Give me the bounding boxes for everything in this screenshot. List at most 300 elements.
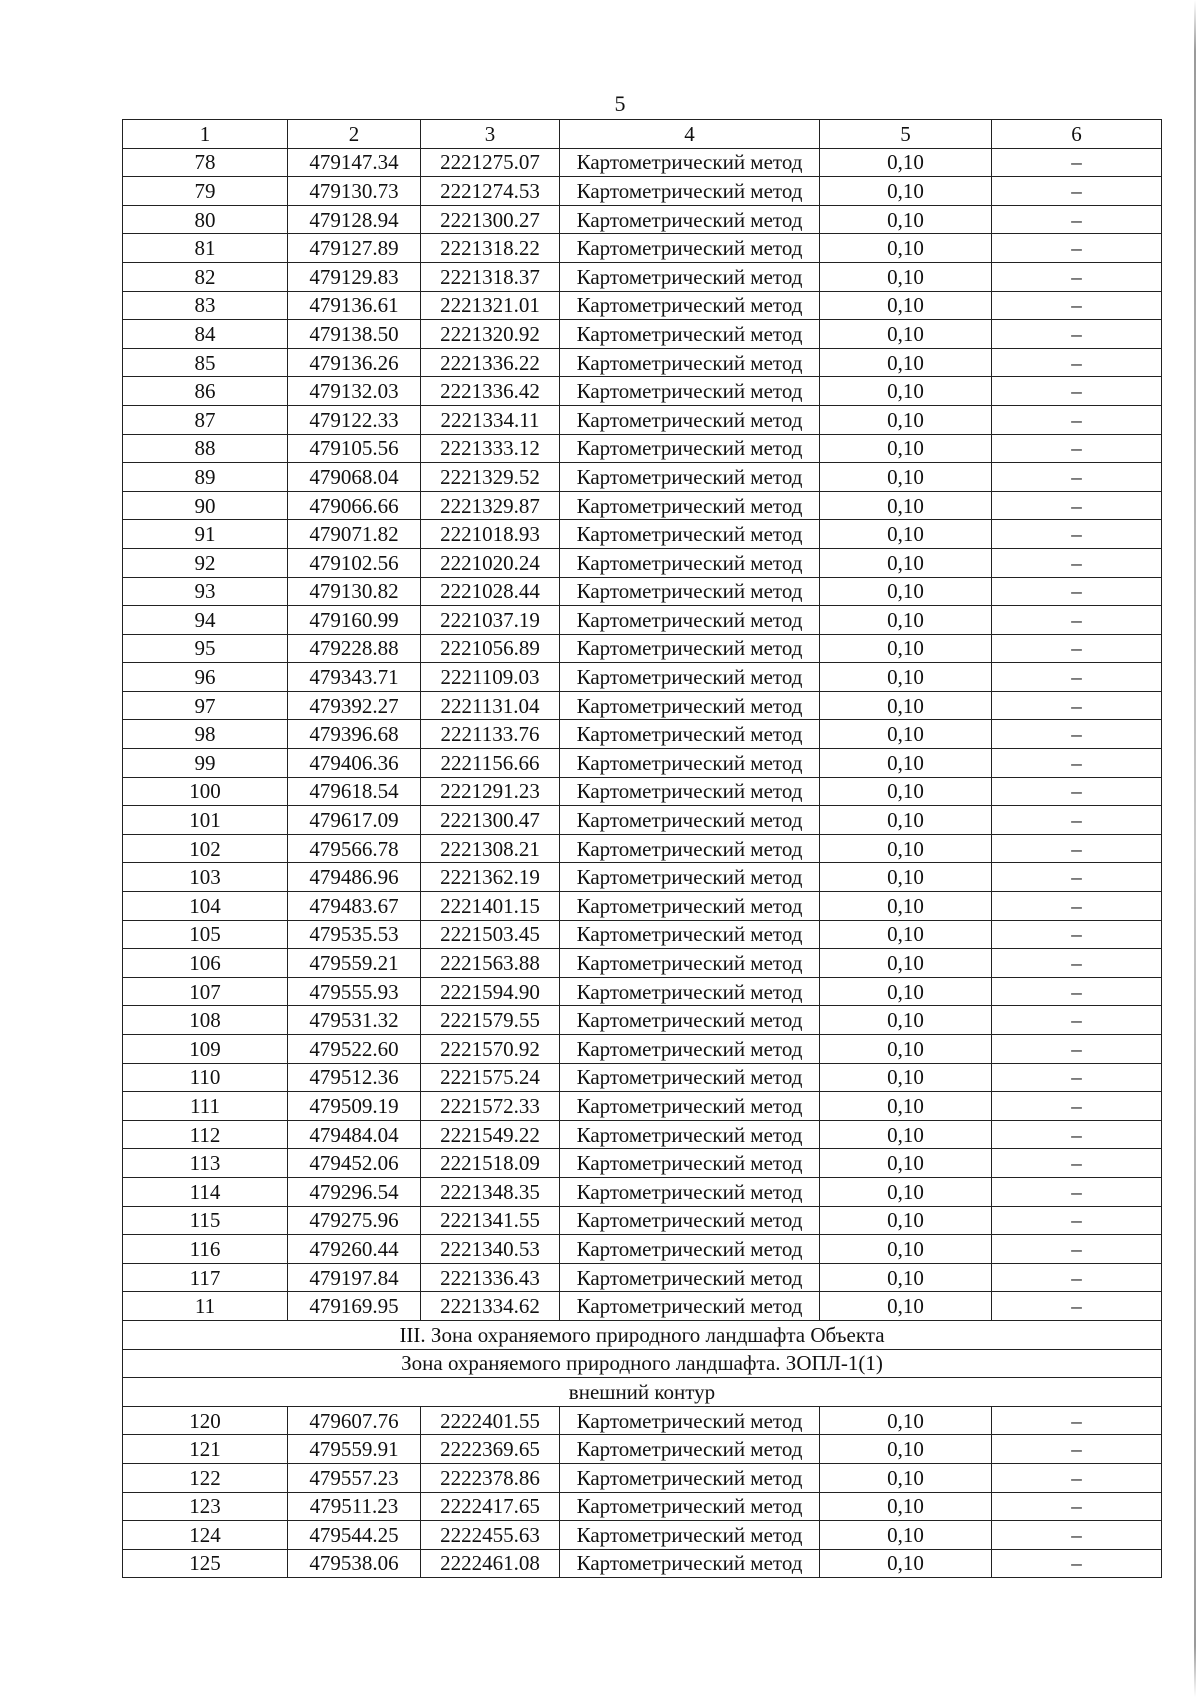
table-row: [123, 348, 1162, 377]
note-cell: –: [992, 1549, 1162, 1578]
point-number-cell: 125: [123, 1549, 288, 1578]
table-row: [123, 1463, 1162, 1492]
y-coordinate-cell: 2221131.04: [421, 691, 560, 720]
accuracy-cell: 0,10: [820, 320, 992, 349]
note-cell: –: [992, 262, 1162, 291]
y-coordinate-cell: 2221133.76: [421, 720, 560, 749]
accuracy-cell: 0,10: [820, 1292, 992, 1321]
point-number-cell: 93: [123, 577, 288, 606]
point-number-cell: 78: [123, 148, 288, 177]
x-coordinate-cell: 479127.89: [288, 234, 421, 263]
note-cell: –: [992, 1263, 1162, 1292]
note-cell: –: [992, 634, 1162, 663]
x-coordinate-cell: 479275.96: [288, 1206, 421, 1235]
method-cell: Картометрический метод: [560, 720, 820, 749]
y-coordinate-cell: 2221336.43: [421, 1263, 560, 1292]
accuracy-cell: 0,10: [820, 1120, 992, 1149]
point-number-cell: 81: [123, 234, 288, 263]
method-cell: Картометрический метод: [560, 806, 820, 835]
table-row: [123, 520, 1162, 549]
method-cell: Картометрический метод: [560, 691, 820, 720]
note-cell: –: [992, 863, 1162, 892]
method-cell: Картометрический метод: [560, 606, 820, 635]
point-number-cell: 101: [123, 806, 288, 835]
point-number-cell: 108: [123, 1006, 288, 1035]
accuracy-cell: 0,10: [820, 1035, 992, 1064]
scan-edge-line: [1194, 0, 1196, 1697]
accuracy-cell: 0,10: [820, 834, 992, 863]
note-cell: –: [992, 520, 1162, 549]
method-cell: Картометрический метод: [560, 1149, 820, 1178]
accuracy-cell: 0,10: [820, 606, 992, 635]
accuracy-cell: 0,10: [820, 634, 992, 663]
y-coordinate-cell: 2221308.21: [421, 834, 560, 863]
y-coordinate-cell: 2221037.19: [421, 606, 560, 635]
accuracy-cell: 5: [820, 120, 992, 149]
accuracy-cell: 0,10: [820, 1463, 992, 1492]
method-cell: Картометрический метод: [560, 1263, 820, 1292]
accuracy-cell: 0,10: [820, 1235, 992, 1264]
y-coordinate-cell: 2221291.23: [421, 777, 560, 806]
x-coordinate-cell: 479130.73: [288, 177, 421, 206]
y-coordinate-cell: 2221348.35: [421, 1177, 560, 1206]
table-row: [123, 606, 1162, 635]
table-row: [123, 1063, 1162, 1092]
table-row: [123, 320, 1162, 349]
x-coordinate-cell: 479296.54: [288, 1177, 421, 1206]
point-number-cell: 94: [123, 606, 288, 635]
point-number-cell: 109: [123, 1035, 288, 1064]
note-cell: –: [992, 834, 1162, 863]
x-coordinate-cell: 479128.94: [288, 205, 421, 234]
accuracy-cell: 0,10: [820, 377, 992, 406]
point-number-cell: 88: [123, 434, 288, 463]
note-cell: –: [992, 1177, 1162, 1206]
x-coordinate-cell: 479228.88: [288, 634, 421, 663]
note-cell: –: [992, 920, 1162, 949]
accuracy-cell: 0,10: [820, 463, 992, 492]
point-number-cell: 104: [123, 892, 288, 921]
x-coordinate-cell: 479197.84: [288, 1263, 421, 1292]
table-row: [123, 1406, 1162, 1435]
accuracy-cell: 0,10: [820, 691, 992, 720]
table-row: [123, 291, 1162, 320]
page-number: 5: [614, 91, 626, 116]
table-row: [123, 806, 1162, 835]
table-row: [123, 548, 1162, 577]
section-row: [123, 1378, 1162, 1407]
table-row: [123, 749, 1162, 778]
x-coordinate-cell: 2: [288, 120, 421, 149]
accuracy-cell: 0,10: [820, 491, 992, 520]
y-coordinate-cell: 2221572.33: [421, 1092, 560, 1121]
y-coordinate-cell: 2221563.88: [421, 949, 560, 978]
method-cell: Картометрический метод: [560, 777, 820, 806]
point-number-cell: 105: [123, 920, 288, 949]
y-coordinate-cell: 2221570.92: [421, 1035, 560, 1064]
method-cell: Картометрический метод: [560, 434, 820, 463]
note-cell: –: [992, 377, 1162, 406]
y-coordinate-cell: 3: [421, 120, 560, 149]
x-coordinate-cell: 479122.33: [288, 405, 421, 434]
accuracy-cell: 0,10: [820, 1177, 992, 1206]
x-coordinate-cell: 479071.82: [288, 520, 421, 549]
method-cell: Картометрический метод: [560, 1406, 820, 1435]
note-cell: –: [992, 291, 1162, 320]
point-number-cell: 87: [123, 405, 288, 434]
point-number-cell: 82: [123, 262, 288, 291]
note-cell: –: [992, 463, 1162, 492]
y-coordinate-cell: 2221341.55: [421, 1206, 560, 1235]
table-row: [123, 892, 1162, 921]
y-coordinate-cell: 2221334.62: [421, 1292, 560, 1321]
x-coordinate-cell: 479452.06: [288, 1149, 421, 1178]
accuracy-cell: 0,10: [820, 663, 992, 692]
x-coordinate-cell: 479544.25: [288, 1521, 421, 1550]
section-title: III. Зона охраняемого природного ландшафта Объекта: [123, 1320, 1162, 1349]
point-number-cell: 100: [123, 777, 288, 806]
table-row: [123, 205, 1162, 234]
point-number-cell: 123: [123, 1492, 288, 1521]
note-cell: –: [992, 1035, 1162, 1064]
note-cell: –: [992, 1406, 1162, 1435]
accuracy-cell: 0,10: [820, 1006, 992, 1035]
x-coordinate-cell: 479343.71: [288, 663, 421, 692]
x-coordinate-cell: 479531.32: [288, 1006, 421, 1035]
y-coordinate-cell: 2222461.08: [421, 1549, 560, 1578]
table-row: [123, 148, 1162, 177]
accuracy-cell: 0,10: [820, 1435, 992, 1464]
point-number-cell: 86: [123, 377, 288, 406]
method-cell: Картометрический метод: [560, 863, 820, 892]
method-cell: Картометрический метод: [560, 1035, 820, 1064]
method-cell: 4: [560, 120, 820, 149]
table-row: [123, 177, 1162, 206]
method-cell: Картометрический метод: [560, 949, 820, 978]
method-cell: Картометрический метод: [560, 405, 820, 434]
method-cell: Картометрический метод: [560, 634, 820, 663]
x-coordinate-cell: 479396.68: [288, 720, 421, 749]
x-coordinate-cell: 479105.56: [288, 434, 421, 463]
point-number-cell: 121: [123, 1435, 288, 1464]
table-row: [123, 405, 1162, 434]
x-coordinate-cell: 479066.66: [288, 491, 421, 520]
point-number-cell: 96: [123, 663, 288, 692]
accuracy-cell: 0,10: [820, 405, 992, 434]
method-cell: Картометрический метод: [560, 520, 820, 549]
note-cell: –: [992, 1463, 1162, 1492]
x-coordinate-cell: 479130.82: [288, 577, 421, 606]
accuracy-cell: 0,10: [820, 977, 992, 1006]
section-row: [123, 1320, 1162, 1349]
table-row: [123, 691, 1162, 720]
table-row: [123, 1263, 1162, 1292]
coordinates-table-body: [123, 120, 1162, 1578]
method-cell: Картометрический метод: [560, 1206, 820, 1235]
y-coordinate-cell: 2221518.09: [421, 1149, 560, 1178]
note-cell: –: [992, 1120, 1162, 1149]
note-cell: –: [992, 977, 1162, 1006]
note-cell: –: [992, 348, 1162, 377]
point-number-cell: 107: [123, 977, 288, 1006]
note-cell: –: [992, 205, 1162, 234]
y-coordinate-cell: 2221334.11: [421, 405, 560, 434]
note-cell: –: [992, 405, 1162, 434]
note-cell: –: [992, 806, 1162, 835]
note-cell: –: [992, 1149, 1162, 1178]
y-coordinate-cell: 2221020.24: [421, 548, 560, 577]
point-number-cell: 113: [123, 1149, 288, 1178]
x-coordinate-cell: 479406.36: [288, 749, 421, 778]
x-coordinate-cell: 479392.27: [288, 691, 421, 720]
accuracy-cell: 0,10: [820, 777, 992, 806]
table-row: [123, 634, 1162, 663]
table-row: [123, 1206, 1162, 1235]
note-cell: –: [992, 1435, 1162, 1464]
accuracy-cell: 0,10: [820, 1521, 992, 1550]
x-coordinate-cell: 479136.61: [288, 291, 421, 320]
table-row: [123, 434, 1162, 463]
y-coordinate-cell: 2222417.65: [421, 1492, 560, 1521]
method-cell: Картометрический метод: [560, 1006, 820, 1035]
x-coordinate-cell: 479618.54: [288, 777, 421, 806]
y-coordinate-cell: 2221320.92: [421, 320, 560, 349]
header-row: [123, 120, 1162, 149]
method-cell: Картометрический метод: [560, 463, 820, 492]
table-row: [123, 1292, 1162, 1321]
x-coordinate-cell: 479559.91: [288, 1435, 421, 1464]
x-coordinate-cell: 479068.04: [288, 463, 421, 492]
x-coordinate-cell: 479160.99: [288, 606, 421, 635]
note-cell: –: [992, 663, 1162, 692]
method-cell: Картометрический метод: [560, 1235, 820, 1264]
method-cell: Картометрический метод: [560, 491, 820, 520]
y-coordinate-cell: 2221275.07: [421, 148, 560, 177]
y-coordinate-cell: 2221333.12: [421, 434, 560, 463]
x-coordinate-cell: 479607.76: [288, 1406, 421, 1435]
accuracy-cell: 0,10: [820, 1063, 992, 1092]
point-number-cell: 89: [123, 463, 288, 492]
point-number-cell: 117: [123, 1263, 288, 1292]
accuracy-cell: 0,10: [820, 348, 992, 377]
table-row: [123, 1120, 1162, 1149]
x-coordinate-cell: 479557.23: [288, 1463, 421, 1492]
table-row: [123, 1092, 1162, 1121]
method-cell: Картометрический метод: [560, 1492, 820, 1521]
y-coordinate-cell: 2222369.65: [421, 1435, 560, 1464]
method-cell: Картометрический метод: [560, 749, 820, 778]
point-number-cell: 98: [123, 720, 288, 749]
x-coordinate-cell: 479511.23: [288, 1492, 421, 1521]
y-coordinate-cell: 2221329.52: [421, 463, 560, 492]
x-coordinate-cell: 479102.56: [288, 548, 421, 577]
y-coordinate-cell: 2221056.89: [421, 634, 560, 663]
section-title: внешний контур: [123, 1378, 1162, 1407]
table-row: [123, 1235, 1162, 1264]
method-cell: Картометрический метод: [560, 234, 820, 263]
accuracy-cell: 0,10: [820, 148, 992, 177]
method-cell: Картометрический метод: [560, 548, 820, 577]
accuracy-cell: 0,10: [820, 262, 992, 291]
table-row: [123, 577, 1162, 606]
y-coordinate-cell: 2221156.66: [421, 749, 560, 778]
y-coordinate-cell: 2221336.22: [421, 348, 560, 377]
accuracy-cell: 0,10: [820, 1206, 992, 1235]
point-number-cell: 99: [123, 749, 288, 778]
x-coordinate-cell: 479566.78: [288, 834, 421, 863]
y-coordinate-cell: 2221575.24: [421, 1063, 560, 1092]
coordinates-table: [122, 119, 1162, 1578]
note-cell: –: [992, 691, 1162, 720]
note-cell: –: [992, 1006, 1162, 1035]
x-coordinate-cell: 479260.44: [288, 1235, 421, 1264]
note-cell: –: [992, 234, 1162, 263]
point-number-cell: 92: [123, 548, 288, 577]
method-cell: Картометрический метод: [560, 262, 820, 291]
note-cell: –: [992, 1063, 1162, 1092]
x-coordinate-cell: 479555.93: [288, 977, 421, 1006]
method-cell: Картометрический метод: [560, 148, 820, 177]
point-number-cell: 110: [123, 1063, 288, 1092]
point-number-cell: 102: [123, 834, 288, 863]
accuracy-cell: 0,10: [820, 1149, 992, 1178]
table-row: [123, 262, 1162, 291]
accuracy-cell: 0,10: [820, 520, 992, 549]
method-cell: Картометрический метод: [560, 348, 820, 377]
note-cell: –: [992, 320, 1162, 349]
point-number-cell: 90: [123, 491, 288, 520]
table-row: [123, 1435, 1162, 1464]
point-number-cell: 85: [123, 348, 288, 377]
point-number-cell: 115: [123, 1206, 288, 1235]
y-coordinate-cell: 2221401.15: [421, 892, 560, 921]
y-coordinate-cell: 2222455.63: [421, 1521, 560, 1550]
point-number-cell: 120: [123, 1406, 288, 1435]
section-title: Зона охраняемого природного ландшафта. ЗОПЛ-1(1): [123, 1349, 1162, 1378]
x-coordinate-cell: 479147.34: [288, 148, 421, 177]
accuracy-cell: 0,10: [820, 720, 992, 749]
x-coordinate-cell: 479484.04: [288, 1120, 421, 1149]
method-cell: Картометрический метод: [560, 1435, 820, 1464]
x-coordinate-cell: 479483.67: [288, 892, 421, 921]
method-cell: Картометрический метод: [560, 977, 820, 1006]
y-coordinate-cell: 2221329.87: [421, 491, 560, 520]
method-cell: Картометрический метод: [560, 205, 820, 234]
method-cell: Картометрический метод: [560, 1292, 820, 1321]
note-cell: –: [992, 1235, 1162, 1264]
x-coordinate-cell: 479132.03: [288, 377, 421, 406]
x-coordinate-cell: 479486.96: [288, 863, 421, 892]
point-number-cell: 124: [123, 1521, 288, 1550]
x-coordinate-cell: 479509.19: [288, 1092, 421, 1121]
method-cell: Картометрический метод: [560, 1463, 820, 1492]
note-cell: –: [992, 892, 1162, 921]
table-row: [123, 977, 1162, 1006]
y-coordinate-cell: 2221018.93: [421, 520, 560, 549]
table-row: [123, 1492, 1162, 1521]
y-coordinate-cell: 2221318.37: [421, 262, 560, 291]
method-cell: Картометрический метод: [560, 1549, 820, 1578]
y-coordinate-cell: 2221579.55: [421, 1006, 560, 1035]
table-row: [123, 949, 1162, 978]
point-number-cell: 114: [123, 1177, 288, 1206]
note-cell: –: [992, 548, 1162, 577]
y-coordinate-cell: 2221274.53: [421, 177, 560, 206]
point-number-cell: 122: [123, 1463, 288, 1492]
accuracy-cell: 0,10: [820, 177, 992, 206]
x-coordinate-cell: 479617.09: [288, 806, 421, 835]
table-row: [123, 1035, 1162, 1064]
method-cell: Картометрический метод: [560, 291, 820, 320]
table-row: [123, 920, 1162, 949]
point-number-cell: 111: [123, 1092, 288, 1121]
note-cell: –: [992, 720, 1162, 749]
point-number-cell: 116: [123, 1235, 288, 1264]
accuracy-cell: 0,10: [820, 1492, 992, 1521]
table-row: [123, 1149, 1162, 1178]
point-number-cell: 106: [123, 949, 288, 978]
point-number-cell: 11: [123, 1292, 288, 1321]
method-cell: Картометрический метод: [560, 663, 820, 692]
y-coordinate-cell: 2221549.22: [421, 1120, 560, 1149]
note-cell: –: [992, 434, 1162, 463]
y-coordinate-cell: 2221362.19: [421, 863, 560, 892]
accuracy-cell: 0,10: [820, 1406, 992, 1435]
table-row: [123, 863, 1162, 892]
y-coordinate-cell: 2221300.27: [421, 205, 560, 234]
method-cell: Картометрический метод: [560, 1120, 820, 1149]
x-coordinate-cell: 479169.95: [288, 1292, 421, 1321]
y-coordinate-cell: 2222378.86: [421, 1463, 560, 1492]
y-coordinate-cell: 2221336.42: [421, 377, 560, 406]
accuracy-cell: 0,10: [820, 1263, 992, 1292]
table-row: [123, 463, 1162, 492]
accuracy-cell: 0,10: [820, 749, 992, 778]
point-number-cell: 95: [123, 634, 288, 663]
x-coordinate-cell: 479522.60: [288, 1035, 421, 1064]
accuracy-cell: 0,10: [820, 1549, 992, 1578]
x-coordinate-cell: 479538.06: [288, 1549, 421, 1578]
method-cell: Картометрический метод: [560, 1092, 820, 1121]
accuracy-cell: 0,10: [820, 234, 992, 263]
x-coordinate-cell: 479535.53: [288, 920, 421, 949]
y-coordinate-cell: 2221321.01: [421, 291, 560, 320]
accuracy-cell: 0,10: [820, 949, 992, 978]
y-coordinate-cell: 2221503.45: [421, 920, 560, 949]
point-number-cell: 91: [123, 520, 288, 549]
method-cell: Картометрический метод: [560, 892, 820, 921]
method-cell: Картометрический метод: [560, 320, 820, 349]
accuracy-cell: 0,10: [820, 1092, 992, 1121]
accuracy-cell: 0,10: [820, 806, 992, 835]
point-number-cell: 83: [123, 291, 288, 320]
note-cell: 6: [992, 120, 1162, 149]
y-coordinate-cell: 2221300.47: [421, 806, 560, 835]
x-coordinate-cell: 479129.83: [288, 262, 421, 291]
x-coordinate-cell: 479136.26: [288, 348, 421, 377]
y-coordinate-cell: 2221318.22: [421, 234, 560, 263]
method-cell: Картометрический метод: [560, 1177, 820, 1206]
table-row: [123, 377, 1162, 406]
x-coordinate-cell: 479512.36: [288, 1063, 421, 1092]
y-coordinate-cell: 2221109.03: [421, 663, 560, 692]
table-row: [123, 777, 1162, 806]
method-cell: Картометрический метод: [560, 920, 820, 949]
table-row: [123, 1177, 1162, 1206]
note-cell: –: [992, 1206, 1162, 1235]
method-cell: Картометрический метод: [560, 834, 820, 863]
table-row: [123, 834, 1162, 863]
